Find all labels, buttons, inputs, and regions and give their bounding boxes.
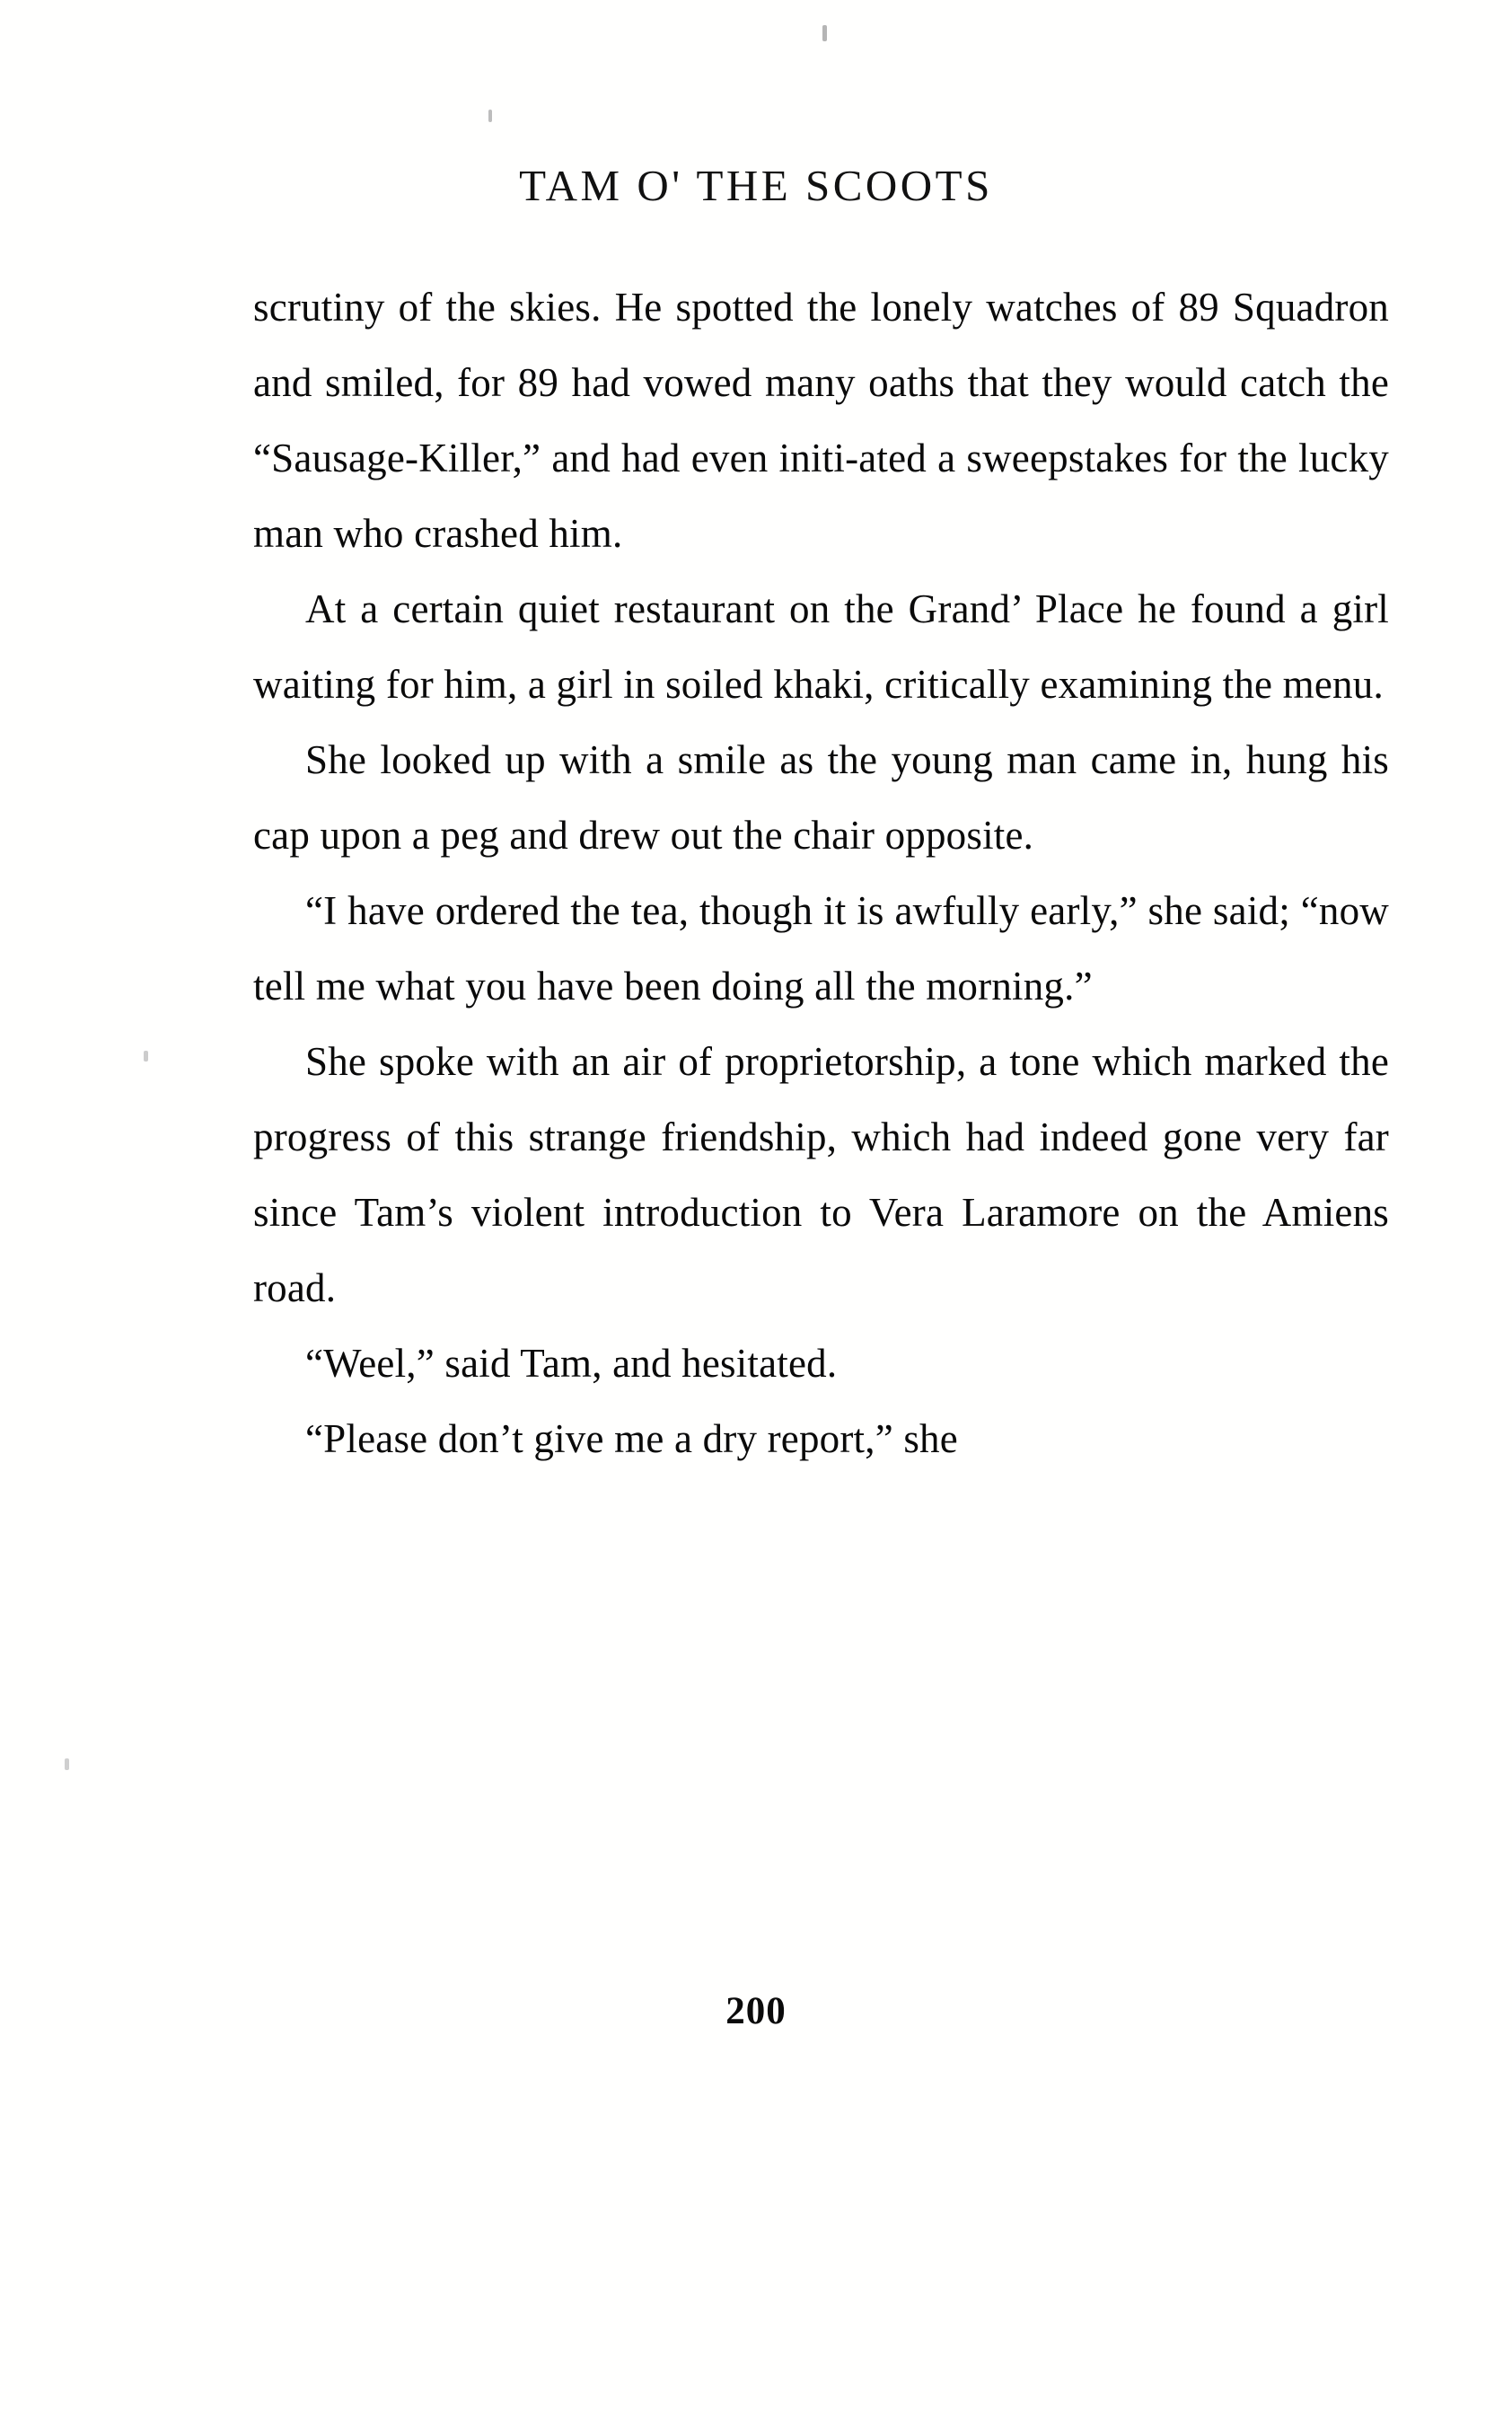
paper-speck xyxy=(65,1758,69,1770)
paragraph: At a certain quiet restaurant on the Grand’ Place he found a girl waiting for him, a girl in soiled khaki, critically examining the menu. xyxy=(253,586,1389,707)
paragraph: “I have ordered the tea, though it is awfully early,” she said; “now tell me what you have been doing all the morning.” xyxy=(253,888,1389,1009)
paragraph: She spoke with an air of proprietorship, a tone which marked the progress of this strange friendship, which had indeed gone very far since Tam’s violent introduction to Vera Laramore on the Amiens road. xyxy=(253,1039,1389,1310)
paper-speck xyxy=(822,25,827,41)
paper-speck xyxy=(144,1051,148,1062)
paragraph: She looked up with a smile as the young man came in, hung his cap upon a peg and drew out the chair opposite. xyxy=(253,737,1389,858)
running-head: TAM O' THE SCOOTS xyxy=(519,161,993,210)
page-body xyxy=(253,269,1389,1476)
page-number: 200 xyxy=(725,1990,787,2032)
paragraph: “Please don’t give me a dry report,” she xyxy=(305,1416,958,1461)
paragraph: “Weel,” said Tam, and hesitated. xyxy=(305,1341,838,1386)
paper-speck xyxy=(488,110,492,122)
paragraph: scrutiny of the skies. He spotted the lonely watches of 89 Squadron and smiled, for 89 had vowed many oaths that they would catch the “Sausage-Killer,” and had even initi-ated a sweepstakes for the lucky man who crashed him. xyxy=(253,285,1389,556)
